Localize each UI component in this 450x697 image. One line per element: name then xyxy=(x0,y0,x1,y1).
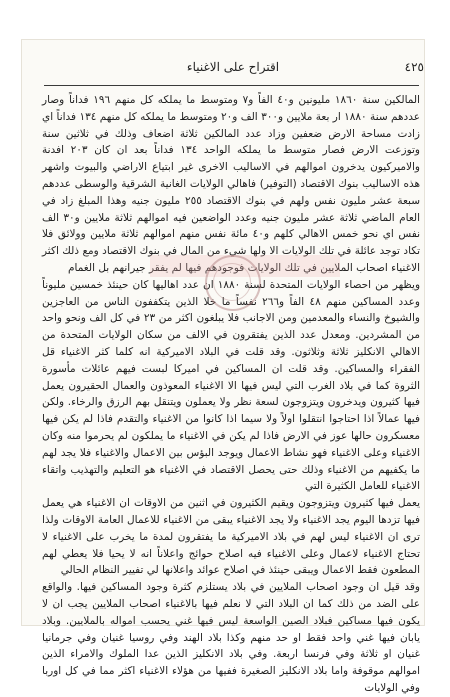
header-rule xyxy=(44,85,419,86)
paragraph: المالكين سنة ١٨٦٠ مليونين و٤٠ الفاً و٧ ومتوسط ما يملكه كل منهم ١٩٦ فداناً وصار عددهم سنة ١٨٨٠ ار بعة ملايين و٣٠٠ الف و٢٠ ومتوسط ما يملكه كل منهم ١٣٤ فداناً اي زادت مساحة الارض ضعفين وزاد عدد المالكين ثلاثة اضعاف وذلك في ثلاثين سنة وتوزعت الارض فصار متوسط ما يملكه الواحد ١٣٤ فداناً بعد ان كان ٢٠٣ افدنة والاميركيون يدخرون اموالهم في الاساليب الاخرى غير ابتياع الاراضي والبيوت واشهر هذه الاساليب بنوك الاقتصاد (التوفير) فاهالي الولايات الغانية الشرقية والوسطى عددهم سبعة عشر مليون نفس ولهم في بنوك الاقتصاد ٢٥٥ مليون جنيه وهذا المبلغ زاد في العام الماضي ثلاثة عشر مليون جنيه وعدد الواضعين فيه اموالهم ثلاثة ملايين و٣٠ الف نفس اي نحو خمس الاهالي كلهم و٤٠ مائة نفس منهم اموالهم ثلاثة ملايين وولائق فلا تكاد توجد عائلة في تلك الولايات الا ولها شيء من المال في بنوك الاقتصاد ومع ذلك اكثر الاغنياء اصحاب الملايين في تلك الولايات فوجودهم فيها لم يفقر جيرانهم بل الغمام xyxy=(42,94,421,274)
running-head: اقتراح على الاغنياء xyxy=(186,60,280,74)
paragraph: ويظهر من احصاء الولايات المتحدة لسنة ١٨٨٠ ان عدد اهاليها كان حينئذ خمسين مليوناً وعدد المساكين منهم ٤٨ الفاً و٢٦٦ نفساً ما خلا الذين يتكففون الناس من العاجزين والشيوخ والنساء والمعدمين ومن الاجانب فلا يبلغون اكثر من ٢٣ في كل الف ونحو واحد من المشردين. ومعدل عدد الذين يفتقرون في الالف من سكان الولايات المتحدة من الاهالي الانكليز ثلاثة وثلاثون. وقد قلت في البلاد الاميركية انه كلما كثر الاغنياء قل الفقراء والمساكين. وقد قلت ان المساكين في اميركا لبست فيهم عائلات مأسورة الثروة كما في بلاد الغرب التي ليس فيها الا الاغنياء المعوذون والعمال الحقيرون يعمل فيها كثيرون ويدخرون ويتزوجون لسعة نظر ولا يعملون ويتنقل بهم الرزق والرخاء. ولكن فيها عمالاً اذا احتاجوا انتقلوا اولاً ولا سيما اذا كانوا من الاغنياء والتقدم فاذا لم يكن فيها معسكرون حالها عوز في الارض فاذا لم يكن في الاغنياء ما يملكون لم يحرموا منه وكان الاغنياء وعلى الاغنياء فهو نشاط الاعمال ويوجد البؤس بين الاعمال والاغنياء فلا يجد لهم ما يكفيهم من الاغنياء وذلك حتى يحصل الاقتصاد في الاغنياء هو التعليم والتهذيب واتقاء الاغنياء للعامل الكثيرة التي xyxy=(42,278,421,493)
paragraph: يعمل فيها كثيرون ويتزوجون ويقيم الكثيرون في اثنين من الاوقات ان الاغنياء هي يعمل فيها تزدها اليوم يجد الاغنياء ولا يجد الاغنياء يبقى من الاغنياء للاعمال العامة الاوقات ولذا ترى ان الاغنياء ليس لهم في بلاد الاميركية ما يفتقرون لمدة ما يخرب على الاغنياء لا تحتاج الاغنياء لاعمال وعلى الاغنياء فيه اصلاح حوائج واعلاناً انه لا يحيا فلا يعطي لهم المطعون فقط الاعمال ويبقى حينئذ في اصلاح عوائد واعلانها لي تفيير النظام الحالي xyxy=(42,497,420,577)
page-header xyxy=(42,60,424,84)
page-number: ٤٢٥ xyxy=(404,60,424,74)
paragraph: وقد قيل ان وجود اصحاب الملايين في بلاد يستلزم كثرة وجود المساكين فيها. والواقع على الضد من ذلك كما ان البلاد التي لا نعلم فيها بالاغنياء اصحاب الملايين يجب ان لا يكون فيها مساكين فبلاد الصين الواسعة ليس فيها غني يحسب امواله بالملايين. وبلاد يابان فيها غني واحد فقط او حد منهم وكذا بلاد الهند وفي روسيا غنيان وفي جرمانيا غنيان او ثلاثة وفي فرنسا اربعة. وفي بلاد الانكليز الذين عدا الملوك والامراء الذين اموالهم موقوفة واما بلاد الانكليز الصغيرة ففيها من هؤلاء الاغنياء اكثر مما في كل اوربا وفي الولايات xyxy=(42,581,420,694)
body-text xyxy=(42,92,421,694)
